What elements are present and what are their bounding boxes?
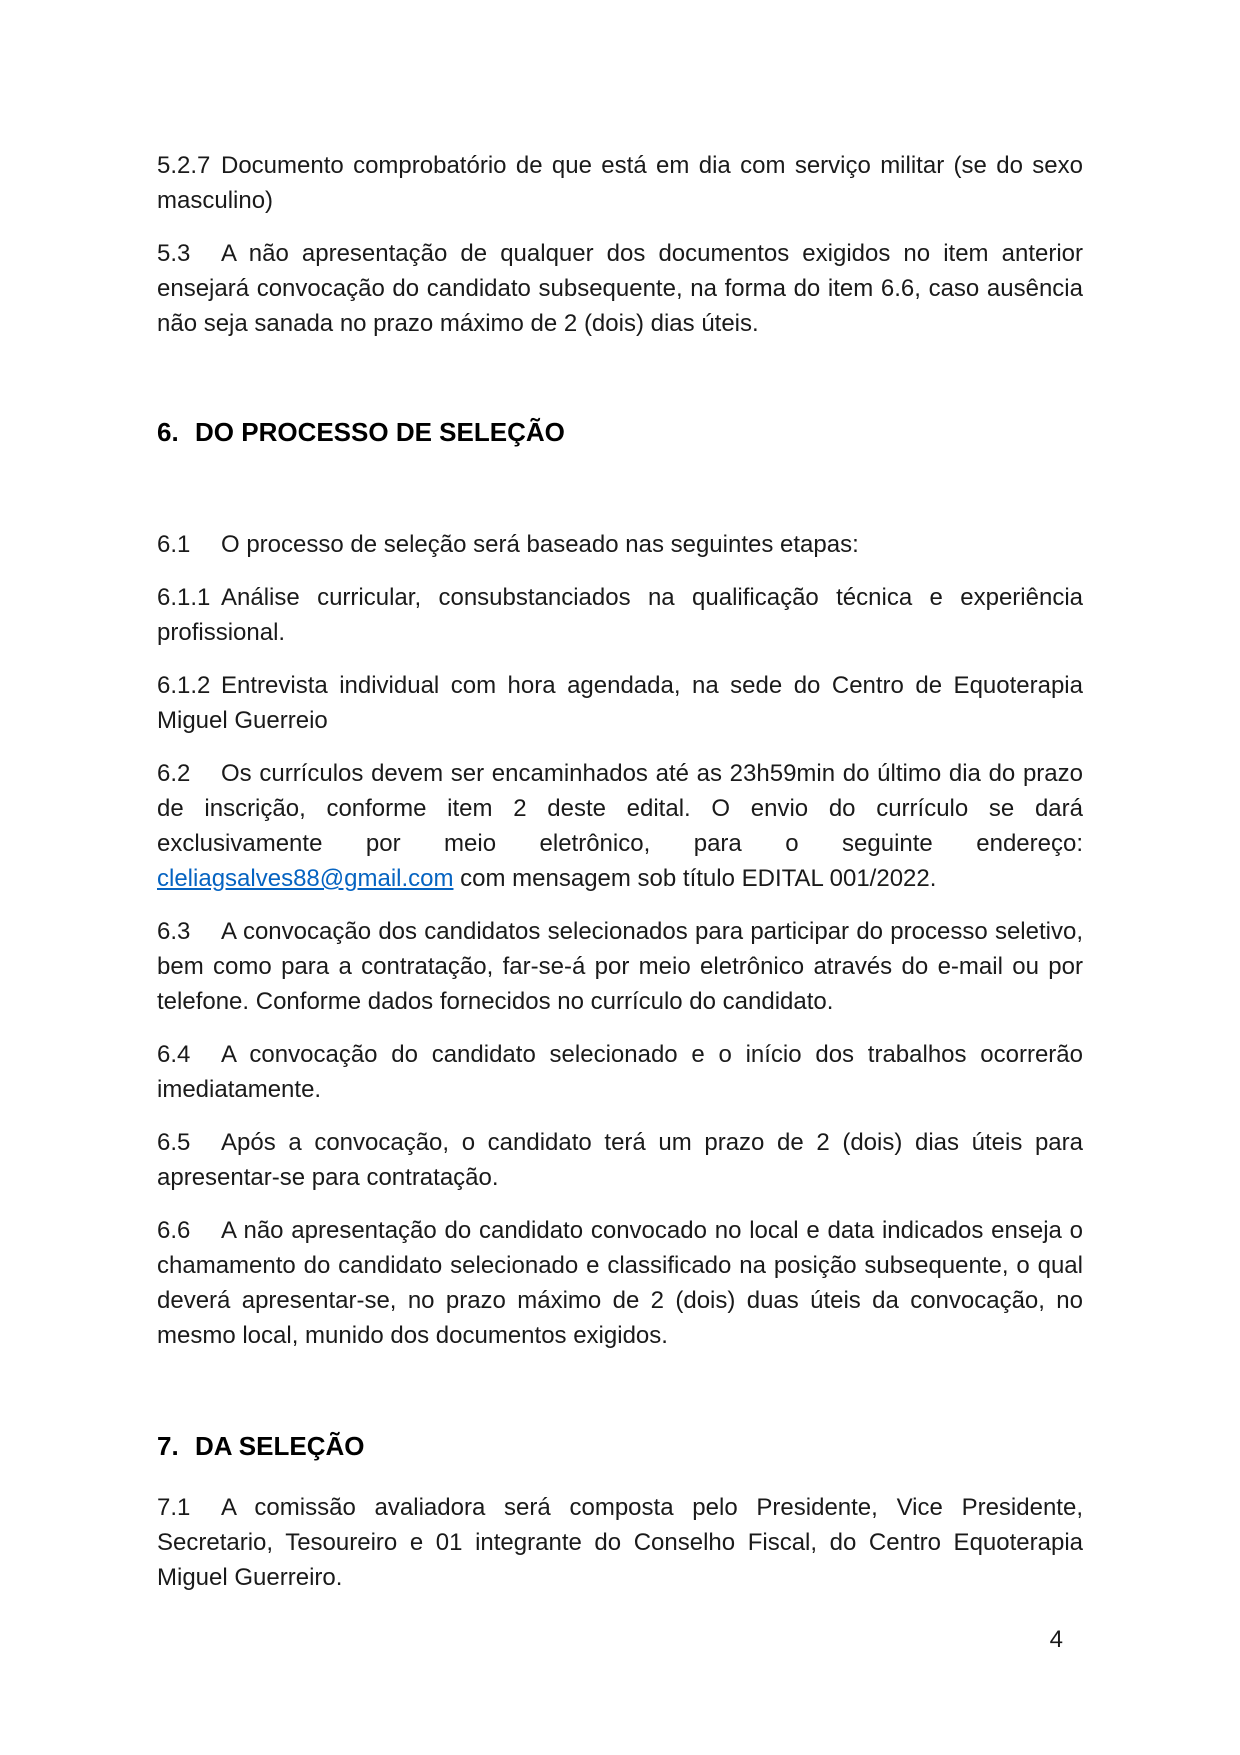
paragraph-6-6-text: A não apresentação do candidato convocado no local e data indicados enseja o chamamento do candidato selecionado e classificado na posição subsequente, o qual deverá apresentar-se, no prazo máximo de 2 (dois) duas úteis da convocação, no mesmo local, munido dos documentos exigidos. xyxy=(157,1217,1083,1349)
paragraph-6-1-2 xyxy=(157,668,1083,738)
paragraph-6-4-text: A convocação do candidato selecionado e o início dos trabalhos ocorrerão imediatamente. xyxy=(157,1041,1083,1103)
paragraph-6-6 xyxy=(157,1213,1083,1353)
item-number-6-5: 6.5 xyxy=(157,1129,191,1156)
paragraph-6-1-2-text: Entrevista individual com hora agendada, na sede do Centro de Equoterapia Miguel Guerreio xyxy=(157,672,1083,734)
paragraph-6-2-text-after: com mensagem sob título EDITAL 001/2022. xyxy=(453,865,937,892)
paragraph-5-3 xyxy=(157,236,1083,341)
item-number-7-1: 7.1 xyxy=(157,1494,191,1521)
paragraph-5-2-7 xyxy=(157,148,1083,218)
paragraph-7-1-text: A comissão avaliadora será composta pelo Presidente, Vice Presidente, Secretario, Tesoureiro e 01 integrante do Conselho Fiscal, do Centro Equoterapia Miguel Guerreiro. xyxy=(157,1494,1083,1591)
paragraph-5-2-7-text: Documento comprobatório de que está em dia com serviço militar (se do sexo masculino) xyxy=(157,152,1083,214)
paragraph-6-5-text: Após a convocação, o candidato terá um prazo de 2 (dois) dias úteis para apresentar-se para contratação. xyxy=(157,1129,1083,1191)
paragraph-6-2-text-before: Os currículos devem ser encaminhados até as 23h59min do último dia do prazo de inscrição, conforme item 2 deste edital. O envio do currículo se dará exclusivamente por meio eletrônico, para o seguinte endereço: xyxy=(157,760,1083,857)
section-7-heading xyxy=(157,1429,1083,1464)
paragraph-6-2 xyxy=(157,756,1083,896)
item-number-5-2-7: 5.2.7 xyxy=(157,152,211,179)
paragraph-6-3 xyxy=(157,914,1083,1019)
paragraph-5-3-text: A não apresentação de qualquer dos documentos exigidos no item anterior ensejará convocação do candidato subsequente, na forma do item 6.6, caso ausência não seja sanada no prazo máximo de 2 (dois) dias úteis. xyxy=(157,240,1083,337)
section-7-number: 7. xyxy=(157,1431,179,1461)
page-number: 4 xyxy=(1049,1626,1063,1653)
section-6-title: DO PROCESSO DE SELEÇÃO xyxy=(195,417,565,447)
section-6-heading xyxy=(157,415,1083,450)
paragraph-6-1 xyxy=(157,527,1083,562)
item-number-6-2: 6.2 xyxy=(157,760,191,787)
section-6-number: 6. xyxy=(157,417,179,447)
section-7-title: DA SELEÇÃO xyxy=(195,1431,365,1461)
paragraph-6-1-1 xyxy=(157,580,1083,650)
item-number-6-3: 6.3 xyxy=(157,918,191,945)
paragraph-7-1 xyxy=(157,1490,1083,1595)
paragraph-6-1-1-text: Análise curricular, consubstanciados na qualificação técnica e experiência profissional. xyxy=(157,584,1083,646)
email-link[interactable]: cleliagsalves88@gmail.com xyxy=(157,865,454,892)
item-number-6-1-2: 6.1.2 xyxy=(157,672,211,699)
item-number-5-3: 5.3 xyxy=(157,240,191,267)
item-number-6-6: 6.6 xyxy=(157,1217,191,1244)
paragraph-6-4 xyxy=(157,1037,1083,1107)
paragraph-6-3-text: A convocação dos candidatos selecionados para participar do processo seletivo, bem como para a contratação, far-se-á por meio eletrônico através do e-mail ou por telefone. Conforme dados fornecidos no currículo do candidato. xyxy=(157,918,1083,1015)
item-number-6-1: 6.1 xyxy=(157,531,191,558)
paragraph-6-1-text: O processo de seleção será baseado nas seguintes etapas: xyxy=(221,531,859,558)
item-number-6-4: 6.4 xyxy=(157,1041,191,1068)
paragraph-6-5 xyxy=(157,1125,1083,1195)
item-number-6-1-1: 6.1.1 xyxy=(157,584,211,611)
